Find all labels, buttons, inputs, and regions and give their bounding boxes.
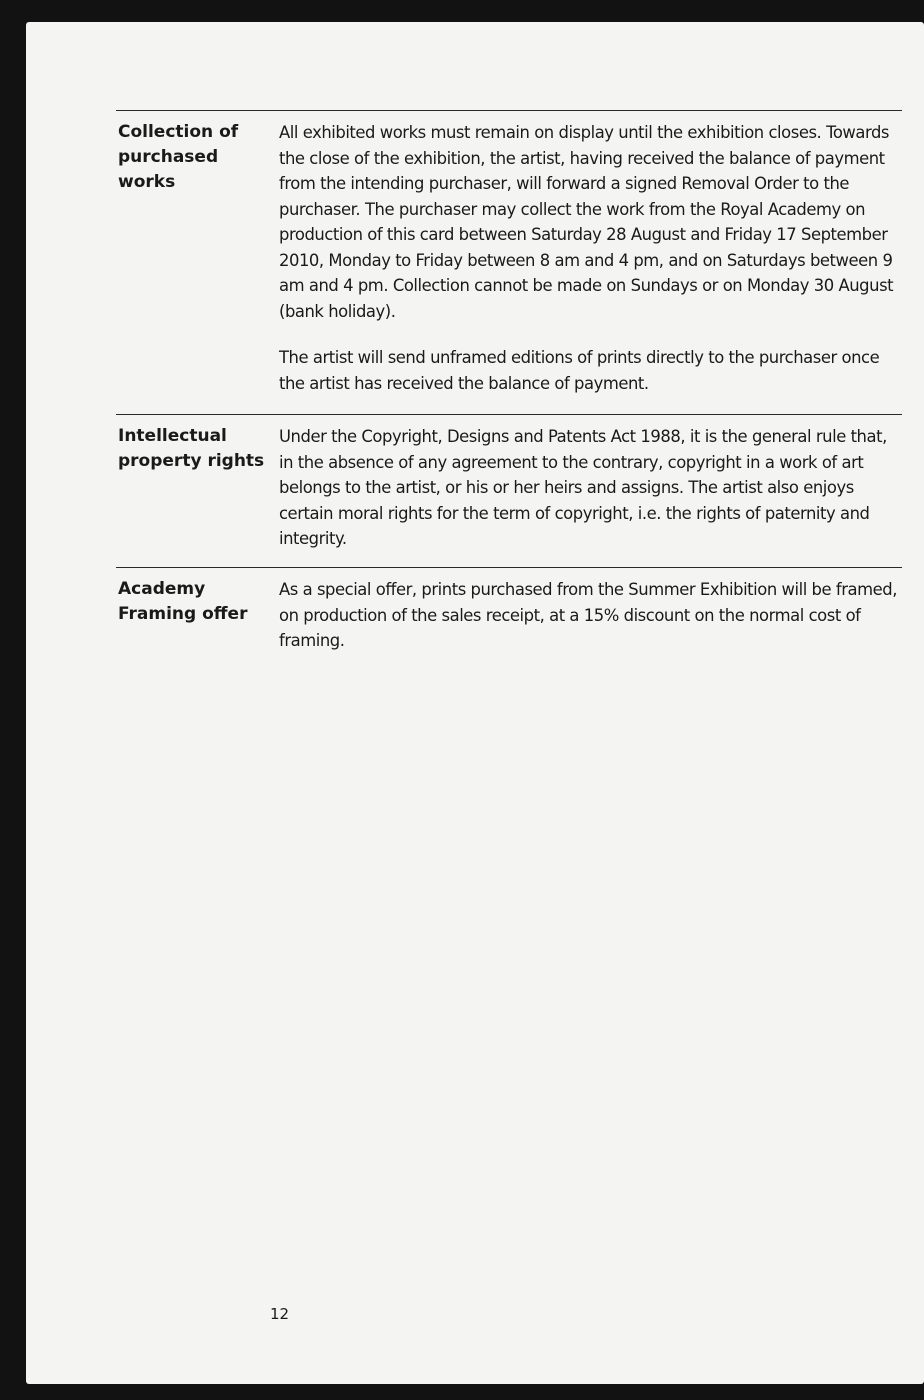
page-number: 12	[270, 1305, 290, 1323]
section-heading: Collection of purchased works	[118, 122, 239, 192]
section-collection-of-purchased-works	[116, 110, 902, 393]
section-intellectual-property-rights	[116, 414, 902, 548]
section-paragraph: As a special offer, prints purchased from the Summer Exhibition will be framed, on production of the sales receipt, at a 15% discount on the normal cost of framing.	[279, 580, 897, 650]
section-heading: Academy Framing offer	[118, 579, 248, 624]
document-page	[26, 22, 924, 1384]
section-body	[279, 424, 902, 552]
section-body	[279, 577, 902, 654]
section-paragraph: Under the Copyright, Designs and Patents Act 1988, it is the general rule that, in the absence of any agreement to the contrary, copyright in a work of art belongs to the artist, or his or her heirs and assigns. The artist also enjoys certain moral rights for the term of copyright, i.e. the rights of paternity and integrity.	[279, 427, 887, 548]
section-body	[279, 120, 902, 396]
section-paragraph: All exhibited works must remain on display until the exhibition closes. Towards the close of the exhibition, the artist, having received the balance of payment from the intending purchaser, will forward a signed Removal Order to the purchaser. The purchaser may collect the work from the Royal Academy on production of this card between Saturday 28 August and Friday 17 September 2010, Monday to Friday between 8 am and 4 pm, and on Saturdays between 9 am and 4 pm. Collection cannot be made on Sundays or on Monday 30 August (bank holiday).	[279, 123, 894, 321]
section-heading: Intellectual property rights	[118, 426, 265, 471]
section-academy-framing-offer	[116, 567, 902, 650]
section-paragraph: The artist will send unframed editions of prints directly to the purchaser once the artist has received the balance of payment.	[279, 348, 880, 393]
